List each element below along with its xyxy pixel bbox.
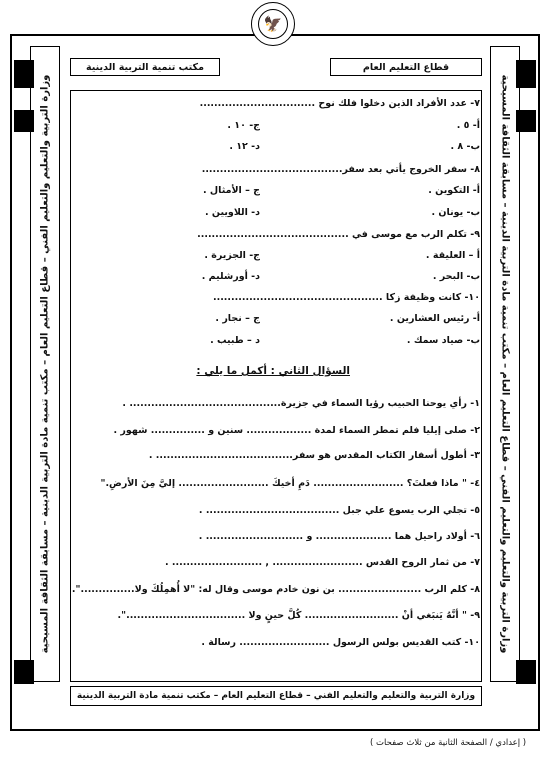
option-b: ب- صياد سمك . [406,335,480,346]
option-d: د- اللاويين . [205,207,260,218]
completion-item: ٦- أولاد راحيل هما ..................... و ........................... . [198,531,480,542]
page-note: ( إعدادي / الصفحة الثانية من ثلاث صفحات ) [370,738,527,748]
right-strip-text: وزارة التربية والتعليم والتعليم الفني – قطاع التعليم العام – مكتب تنمية مادة التربية الدينية – مسابقة الثقافة المسيحية [499,74,511,654]
left-strip-text: وزارة التربية والتعليم والتعليم الفني – قطاع التعليم العام – مكتب تنمية مادة التربية الدينية – مسابقة الثقافة المسيحية [39,74,51,654]
option-c: ج- الجزيرة . [204,250,260,261]
ministry-logo [251,2,295,46]
option-d: د- أورشليم . [201,271,260,282]
completion-item: ٩- " أنَّهُ يَنبَغي أنْ .......................... كُلَّ حينٍ ولا .................................". [117,610,480,621]
header-left-box: مكتب تنمية التربية الدينية [70,58,220,76]
option-c: ج – نجار . [215,313,260,324]
option-a: أ – العليقة . [425,250,480,261]
footer-box: وزارة التربية والتعليم والتعليم الفني – قطاع التعليم العام – مكتب تنمية مادة التربية الدينية [70,686,482,706]
option-c: ج – الأمثال . [202,185,260,196]
question-9: ٩- تكلم الرب مع موسى في .......................................... [197,229,480,240]
completion-item: ٥- تجلي الرب يسوع علي جبل ..................................... . [198,505,480,516]
completion-item: ٤- " ماذا فعلتَ؟ ......................... دَمِ أخيكَ ......................... إليَّ مِنَ الأرضِ." [100,478,480,489]
eagle-icon: 🦅 [258,9,288,39]
completion-item: ٣- أطول أسفار الكتاب المقدس هو سفر...................................... . [148,450,480,461]
option-d: د – طبيب . [210,335,260,346]
option-d: د- ١٢ . [229,141,260,152]
option-b: ب- البحر . [432,271,480,282]
completion-item: ٨- كلم الرب ....................... بن نون خادم موسى وقال له: "لا أُهمِلُكَ ولا...............". [71,584,480,595]
option-b: ب- ٨ . [450,141,480,152]
question-10: ١٠- كانت وظيفة زكا ............................................... [212,292,480,303]
option-a: أ- ٥ . [456,120,480,131]
option-b: ب- يونان . [431,207,480,218]
completion-item: ١- رأي يوحنا الحبيب رؤيا السماء في جزيرة.......................................... . [122,398,480,409]
section-2-title: السؤال الثاني : أكمل ما يلي : [196,365,350,377]
header-right-box: قطاع التعليم العام [330,58,482,76]
option-a: أ- التكوين . [428,185,480,196]
question-8: ٨- سفر الخروج يأتي بعد سفر....................................... [201,164,480,175]
option-a: أ- رئيس العشارين . [389,313,480,324]
question-7: ٧- عدد الأفراد الذين دخلوا فلك نوح ................................ [199,98,480,109]
completion-item: ٢- صلى إيليا فلم تمطر السماء لمدة .................. سنين و ............... شهور . [113,425,480,436]
option-c: ج- ١٠ . [227,120,260,131]
completion-item: ٧- من ثمار الروح القدس ......................... , ......................... . [164,557,480,568]
right-side-strip [490,46,520,682]
completion-item: ١٠- كتب القديس بولس الرسول ......................... رسالة . [201,637,480,648]
left-side-strip [30,46,60,682]
